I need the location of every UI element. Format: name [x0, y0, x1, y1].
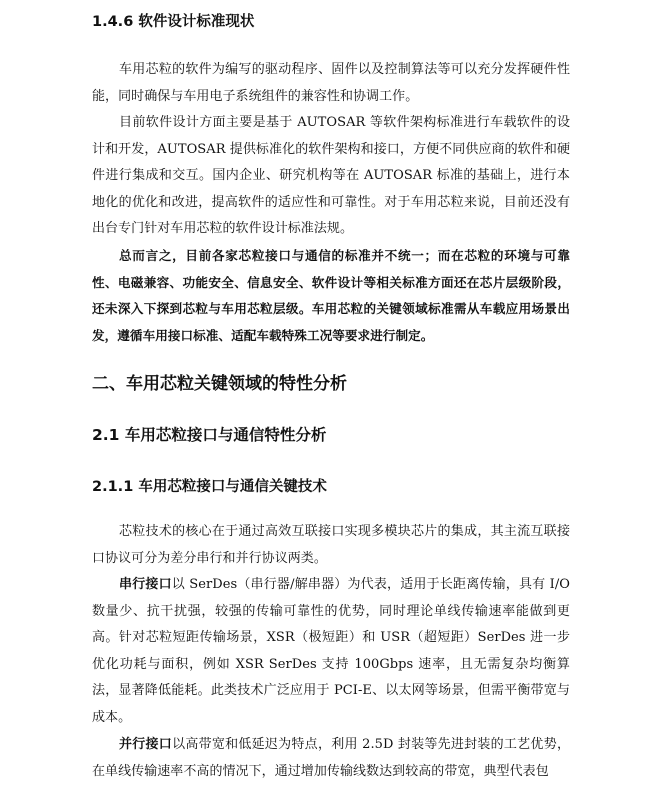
- section-2-1-1-paragraph-1: 芯粒技术的核心在于通过高效互联接口实现多模块芯片的集成，其主流互联接口协议可分为差分串行和并行协议两类。: [92, 524, 570, 566]
- section-1-4-6-paragraph-2: 目前软件设计方面主要是基于 AUTOSAR 等软件架构标准进行车载软件的设计和开发，AUTOSAR 提供标准化的软件架构和接口，方便不同供应商的软件和硬件进行集成和交互。国内企业、研究机构等在 AUTOSAR 标准的基础上，进行本地化的优化和改进，提高软件的适应性和可靠性。对于车用芯粒来说，目前还没有出台专门针对车用芯粒的软件设计标准法规。: [92, 115, 570, 237]
- parallel-interface-body: 以高带宽和低延迟为特点，利用 2.5D 封装等先进封装的工艺优势，在单线传输速率不高的情况下，通过增加传输线数达到较高的带宽，典型代表包: [92, 737, 571, 779]
- chapter-2-heading: 二、车用芯粒关键领域的特性分析: [92, 374, 347, 394]
- serial-interface-paragraph: [92, 572, 570, 732]
- section-2-1-1-heading: 2.1.1 车用芯粒接口与通信关键技术: [92, 479, 327, 495]
- section-1-4-6-heading: 1.4.6 软件设计标准现状: [92, 14, 255, 30]
- serial-interface-lead: 串行接口: [119, 577, 172, 592]
- section-2-1-heading: 2.1 车用芯粒接口与通信特性分析: [92, 426, 327, 444]
- section-1-4-6-summary-paragraph: 总而言之，目前各家芯粒接口与通信的标准并不统一；而在芯粒的环境与可靠性、电磁兼容、功能安全、信息安全、软件设计等相关标准方面还在芯片层级阶段，还未深入下探到芯粒与车用芯粒层级。车用芯粒的关键领域标准需从车载应用场景出发，遵循车用接口标准、适配车载特殊工况等要求进行制定。: [92, 248, 570, 343]
- serial-interface-body: 以 SerDes（串行器/解串器）为代表，适用于长距离传输，具有 I/O 数量少、抗干扰强，较强的传输可靠性的优势，同时理论单线传输速率能做到更高。针对芯粒短距传输场景，XSR（极短距）和 USR（超短距）SerDes 进一步优化功耗与面积，例如 XSR SerDes 支持 100Gbps 速率，且无需复杂均衡算法，显著降低能耗。此类技术广泛应用于 PCI-E、以太网等场景，但需平衡带宽与成本。: [92, 577, 571, 725]
- parallel-interface-lead: 并行接口: [119, 737, 173, 752]
- section-1-4-6-paragraph-1: 车用芯粒的软件为编写的驱动程序、固件以及控制算法等可以充分发挥硬件性能，同时确保与车用电子系统组件的兼容性和协调工作。: [92, 62, 570, 104]
- parallel-interface-paragraph: [92, 732, 570, 785]
